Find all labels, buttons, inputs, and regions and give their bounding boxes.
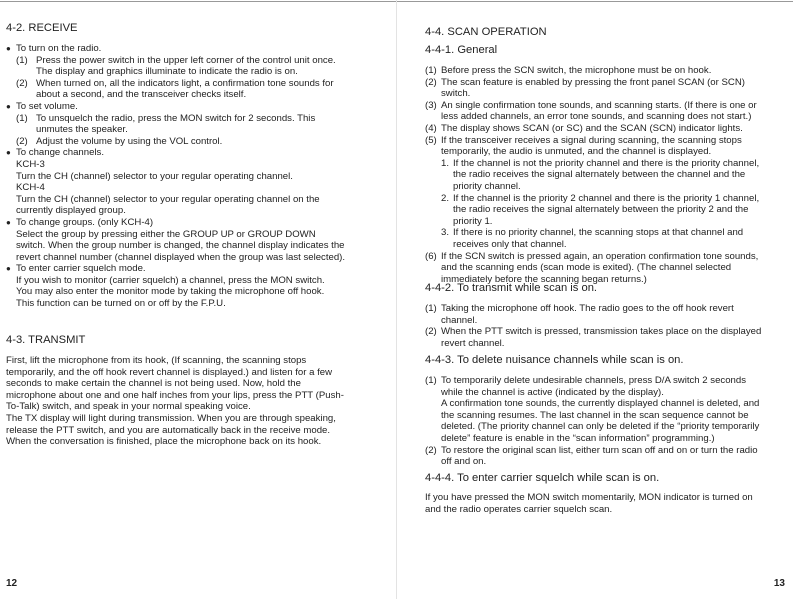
squelch-details: If you wish to monitor (carrier squelch) a channel, press the MON switch. You may also enter the monitor mode by taking the microphone off hook. This function can be turned on or off by the F.P.U. [16, 274, 325, 310]
scan-item-6: (6) If the SCN switch is pressed again, an operation confirmation tone sounds, and the scanning ends (scan mode is exited). (The channel selected immediately before the scanning began returns.) [425, 250, 759, 285]
power-step-1: (1) Press the power switch in the upper left corner of the control unit once. The display and graphics illuminate to indicate the radio is on. [16, 54, 336, 78]
kch3-label: KCH-3 [16, 158, 45, 170]
scan-heading: 4-4. SCAN OPERATION [425, 26, 547, 38]
scan-item-1: (1) Before press the SCN switch, the microphone must be on hook. [425, 65, 712, 76]
delete-scan-item-1: (1) To temporarily delete undesirable channels, press D/A switch 2 seconds while the channel is active (indicated by the display). A confirmation tone sounds, the currently displayed channel is deleted, and the scanning resumes. The last channel in the scan sequence cannot be deleted. (The priority channel can only be deleted if the “priority temporarily delete” feature is enable in the “scan information” programming.) [425, 375, 760, 444]
volume-step-1: (1) To unsquelch the radio, press the MON switch for 2 seconds. This unmutes the speaker. [16, 112, 316, 136]
delete-scan-item-2: (2) To restore the original scan list, either turn scan off and on or turn the radio off and on. [425, 444, 758, 468]
receive-section [6, 43, 345, 310]
scan-item-5: (5) If the transceiver receives a signal during scanning, the scanning stops temporarily, the audio is unmuted, and the channel is displayed. [425, 134, 742, 158]
delete-scan-list [425, 375, 759, 468]
transmit-scan-item-1: (1) Taking the microphone off hook. The radio goes to the off hook revert channel. [425, 303, 734, 326]
receive-heading: 4-2. RECEIVE [6, 22, 78, 34]
scan-item-3: (3) An single confirmation tone sounds, and scanning starts. (If there is one or less added channels, an error tone sounds, and scanning does not start.) [425, 99, 757, 123]
transmit-scan-list [425, 303, 761, 349]
transmit-paragraph-1: First, lift the microphone from its hook, (If scanning, the scanning stops temporarily, and the off hook revert channel is displayed.) and listen for a few seconds to make certain the channel is not being used. Now, hold the microphone about one and one half inches from your lips, press the PTT (Push- To-Talk) switch, and speak in your normal speaking voice. The TX display will light during transmission. When you are through speaking, release the PTT switch, and you are automatically back in the receive mode. When the conversation is finished, place the microphone back on its hook. [6, 355, 344, 448]
transmit-scan-heading: 4-4-2. To transmit while scan is on. [425, 282, 598, 294]
squelch-scan-text: If you have pressed the MON switch momentarily, MON indicator is turned on and the radio operates carrier squelch scan. [425, 492, 753, 515]
power-bullet: ● To turn on the radio. [6, 43, 345, 55]
left-page [0, 0, 396, 599]
volume-step-2: (2) Adjust the volume by using the VOL control. [16, 135, 223, 147]
scan-general-list [425, 65, 759, 285]
channel-details: KCH-3 Turn the CH (channel) selector to your regular operating channel. KCH-4 Turn the CH (channel) selector to your regular operating channel on the currently displayed group. [6, 159, 345, 217]
general-heading: 4-4-1. General [425, 44, 498, 56]
volume-bullet: ● To set volume. [6, 101, 345, 113]
scan-item-2: (2) The scan feature is enabled by pressing the front panel SCAN (or SCN) switch. [425, 76, 745, 100]
power-step-2: (2) When turned on, all the indicators light, a confirmation tone sounds for about a second, and the transceiver checks itself. [16, 77, 334, 101]
delete-scan-heading: 4-4-3. To delete nuisance channels while scan is on. [425, 354, 684, 366]
scan-subitem-1: 1. If the channel is not the priority channel and there is the priority channel, the radio receives the signal alternately between the channel and the priority channel. [441, 157, 760, 192]
transmit-scan-item-2: (2) When the PTT switch is pressed, transmission takes place on the displayed revert channel. [425, 326, 762, 349]
squelch-scan-heading: 4-4-4. To enter carrier squelch while scan is on. [425, 472, 660, 484]
right-page [397, 0, 793, 599]
page-number-left: 12 [6, 578, 18, 589]
page-number-right: 13 [773, 578, 785, 589]
scan-item-4: (4) The display shows SCAN (or SC) and the SCAN (SCN) indicator lights. [425, 122, 743, 134]
scan-subitem-3: 3. If there is no priority channel, the scanning stops at that channel and receives only that channel. [441, 227, 744, 250]
scan-subitem-2: 2. If the channel is the priority 2 channel and there is the priority 1 channel, the radio receives the signal alternately between the priority 2 and the priority 1. [441, 192, 760, 227]
kch4-label: KCH-4 [16, 182, 45, 194]
group-details: Select the group by pressing either the GROUP UP or GROUP DOWN switch. When the group number is changed, the channel display indicates the revert channel number (channel displayed when the group was last selected). [16, 228, 346, 263]
squelch-bullet: ● To enter carrier squelch mode. [6, 263, 345, 275]
channel-bullet: ● To change channels. [6, 147, 345, 159]
transmit-heading: 4-3. TRANSMIT [6, 334, 86, 346]
group-bullet: ● To change groups. (only KCH-4) [6, 217, 345, 229]
